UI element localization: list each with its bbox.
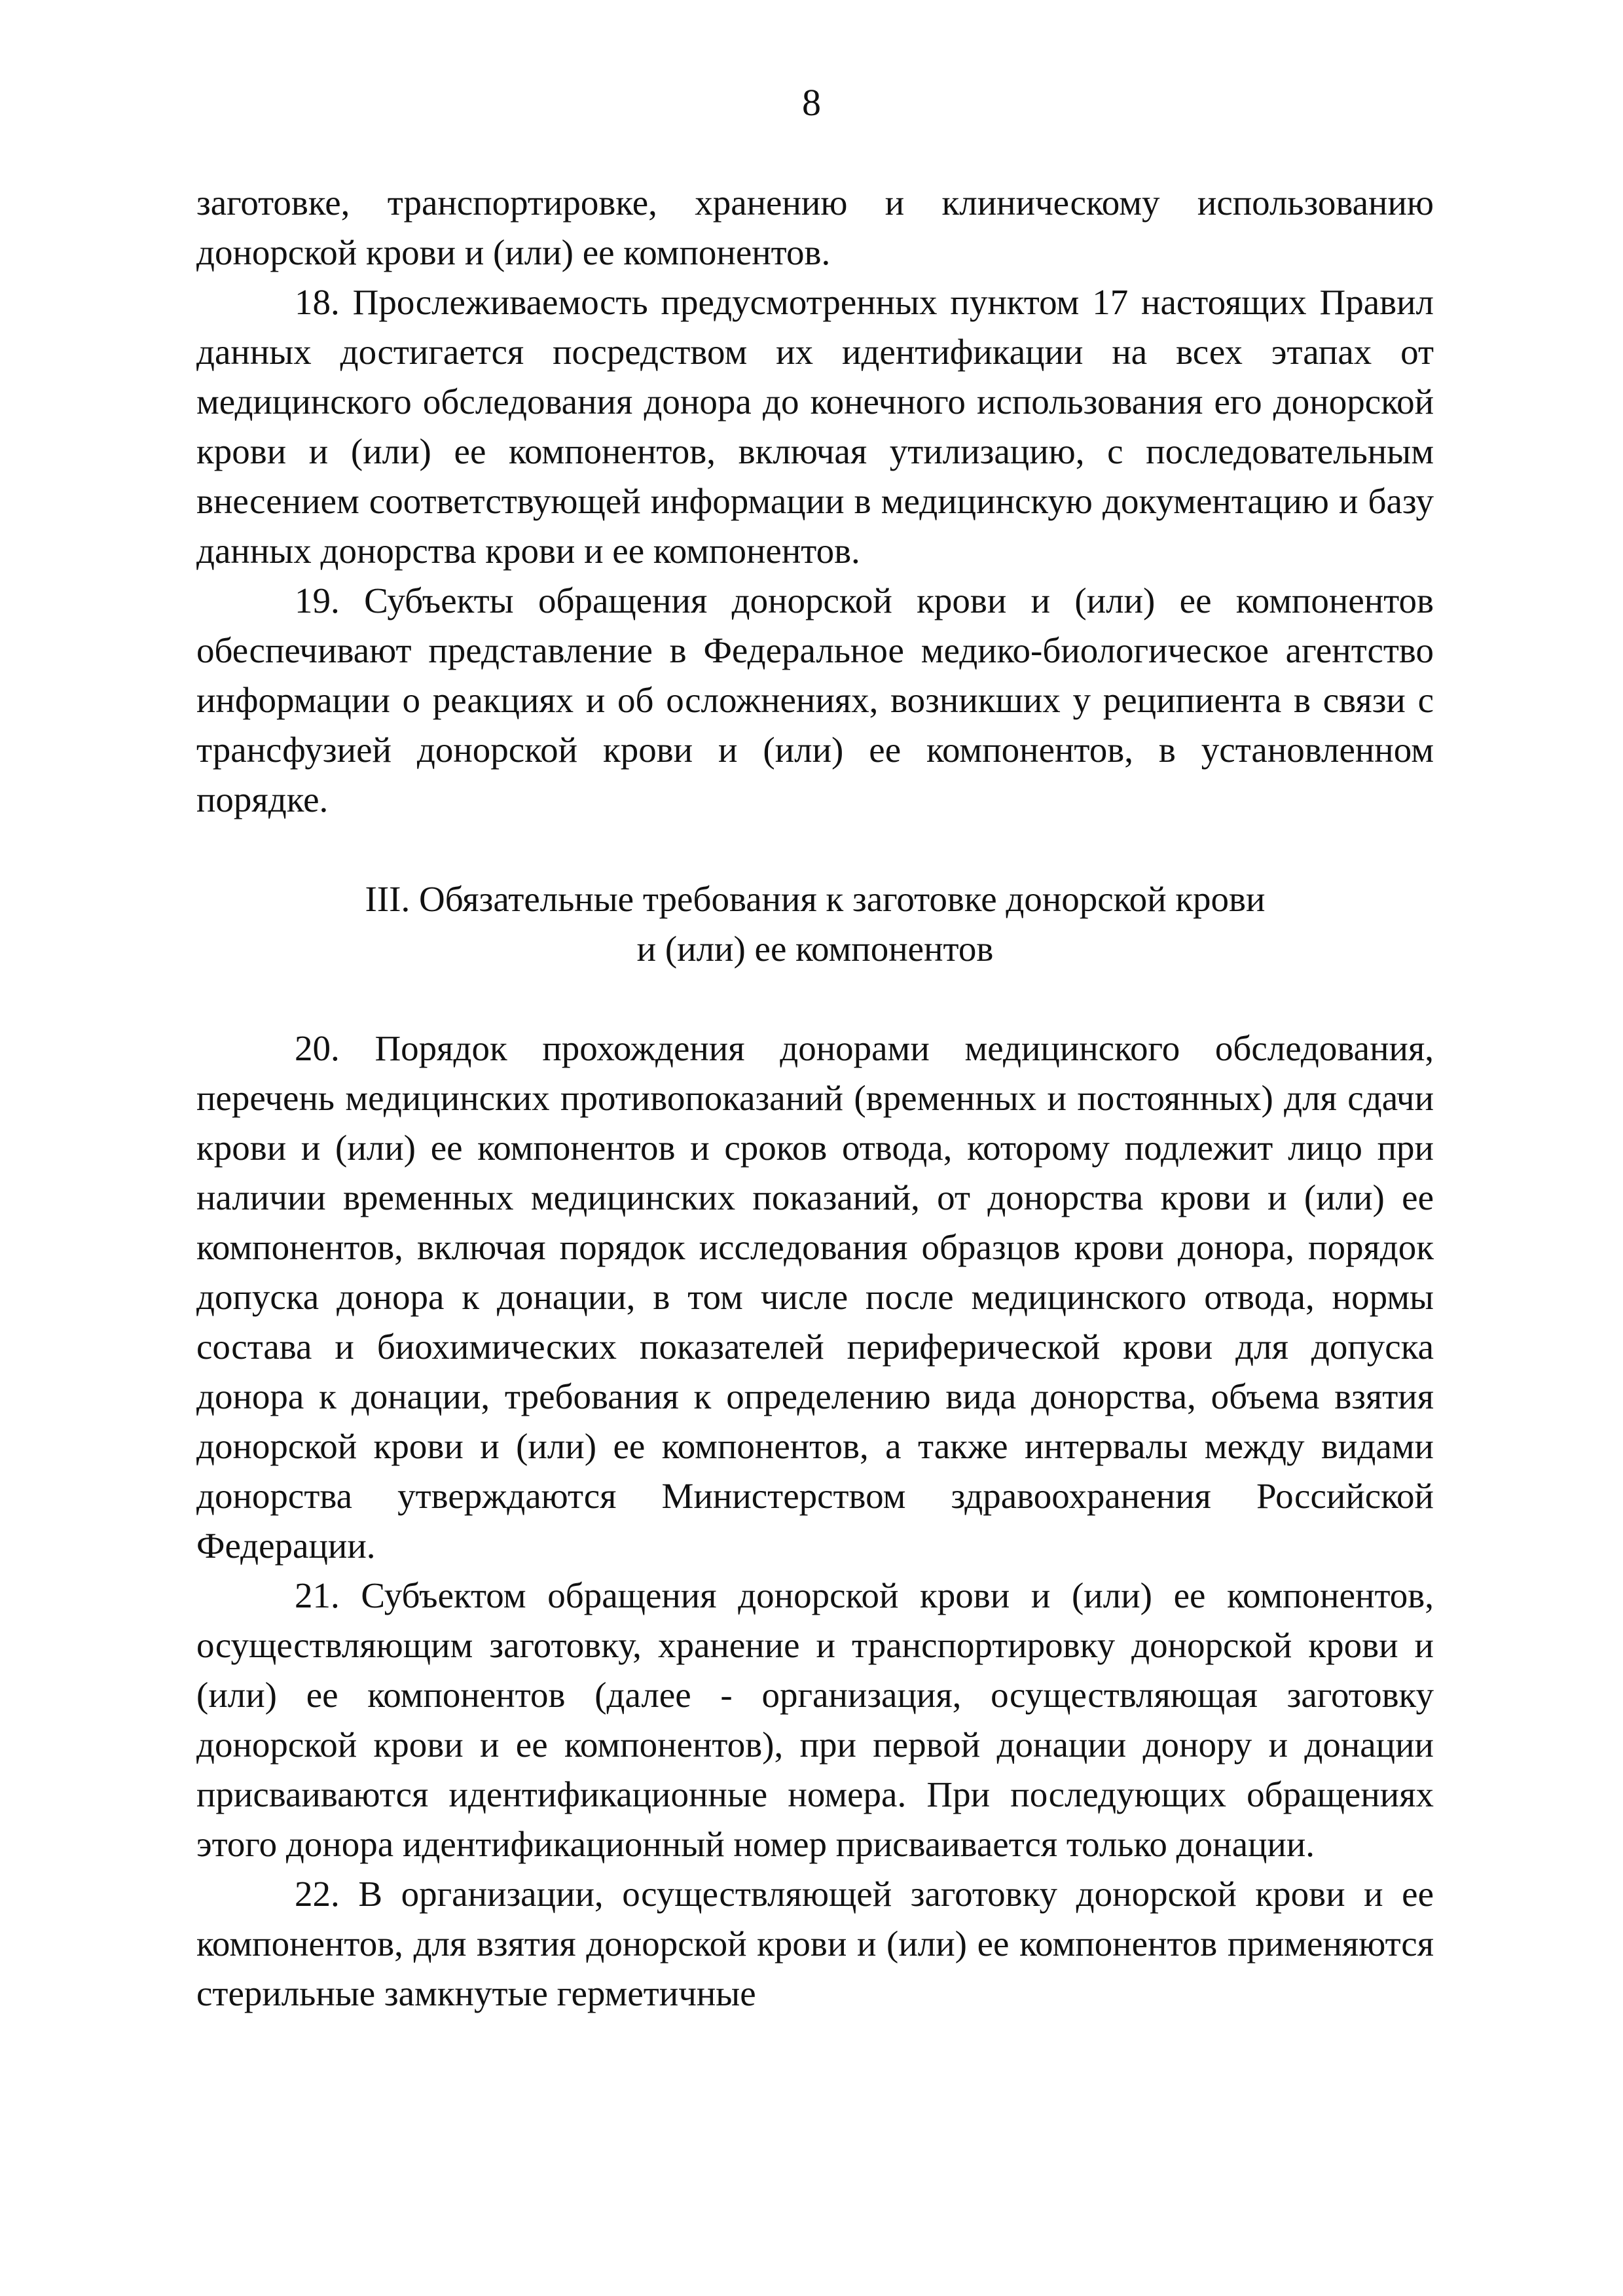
page-number: 8	[802, 81, 821, 124]
paragraph-19: 19. Субъекты обращения донорской крови и (или) ее компонентов обеспечивают представление в Федеральное медико-биологическое агентство информации о реакциях и об осложнениях, возникших у реципиента в связи с трансфузией донорской крови и (или) ее компонентов, в установленном порядке.	[196, 581, 1434, 819]
paragraph-continuation: заготовке, транспортировке, хранению и клиническому использованию донорской крови и (или) ее компонентов.	[196, 183, 1434, 272]
section-heading-line-2: и (или) ее компонентов	[636, 929, 994, 969]
paragraph-22: 22. В организации, осуществляющей заготовку донорской крови и ее компонентов, для взятия донорской крови и (или) ее компонентов применяются стерильные замкнутые герметичные	[196, 1874, 1434, 2013]
section-heading	[196, 874, 1434, 974]
paragraph-20: 20. Порядок прохождения донорами медицинского обследования, перечень медицинских противопоказаний (временных и постоянных) для сдачи крови и (или) ее компонентов и сроков отвода, которому подлежит лицо при наличии временных медицинских показаний, от донорства крови и (или) ее компонентов, включая порядок исследования образцов крови донора, порядок допуска донора к донации, в том числе после медицинского отвода, нормы состава и биохимических показателей периферической крови для допуска донора к донации, требования к определению вида донорства, объема взятия донорской крови и (или) ее компонентов, а также интервалы между видами донорства утверждаются Министерством здравоохранения Российской Федерации.	[196, 1028, 1434, 1566]
paragraph-18: 18. Прослеживаемость предусмотренных пунктом 17 настоящих Правил данных достигается посредством их идентификации на всех этапах от медицинского обследования донора до конечного использования его донорской крови и (или) ее компонентов, включая утилизацию, с последовательным внесением соответствующей информации в медицинскую документацию и базу данных донорства крови и ее компонентов.	[196, 282, 1434, 571]
section-heading-line-1: III. Обязательные требования к заготовке донорской крови	[365, 879, 1266, 919]
paragraph-21: 21. Субъектом обращения донорской крови и (или) ее компонентов, осуществляющим заготовку, хранение и транспортировку донорской крови и (или) ее компонентов (далее - организация, осуществляющая заготовку донорской крови и ее компонентов), при первой донации донору и донации присваиваются идентификационные номера. При последующих обращениях этого донора идентификационный номер присваивается только донации.	[196, 1575, 1434, 1864]
document-body	[196, 178, 1434, 2018]
